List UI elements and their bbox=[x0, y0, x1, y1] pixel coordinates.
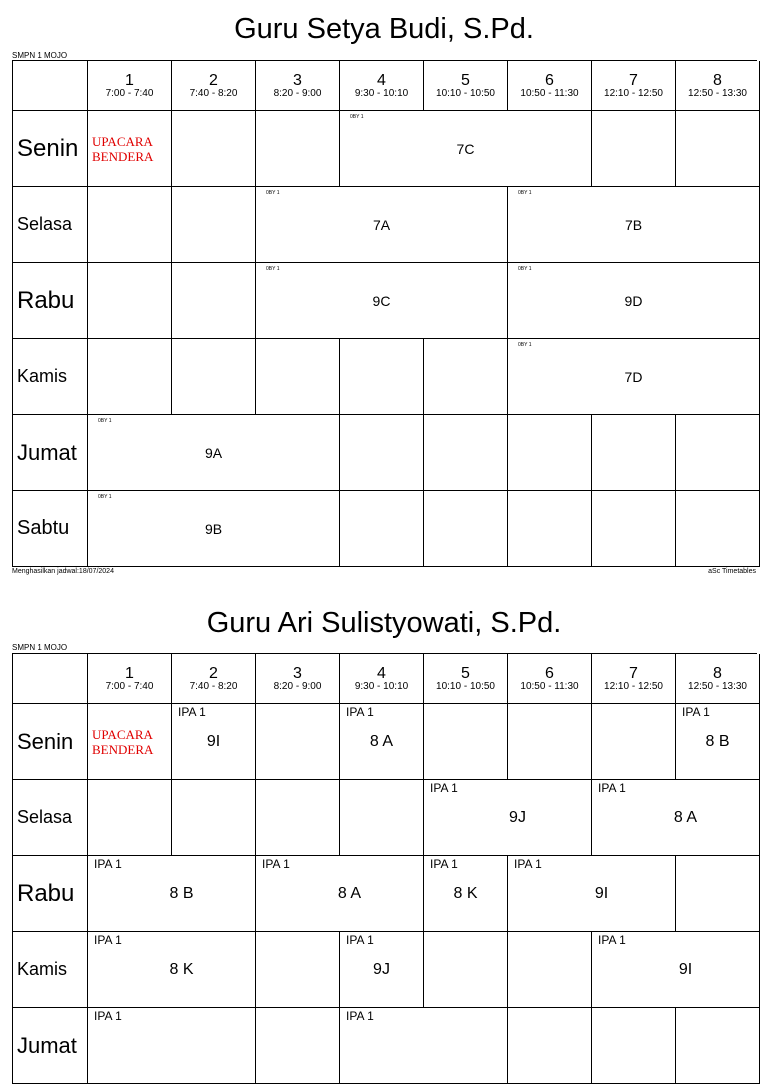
empty-slot bbox=[256, 780, 340, 856]
period-time: 12:10 - 12:50 bbox=[604, 681, 663, 692]
lesson-cell[interactable] bbox=[340, 1008, 508, 1084]
subject-code: IPA 1 bbox=[430, 857, 458, 871]
period-number: 5 bbox=[461, 665, 470, 682]
period-time: 8:20 - 9:00 bbox=[273, 681, 322, 692]
school-name: SMPN 1 MOJO bbox=[12, 51, 68, 60]
period-number: 7 bbox=[629, 665, 638, 682]
subject-code: 0BY 1 bbox=[266, 190, 280, 196]
empty-slot bbox=[592, 704, 676, 780]
class-name: 8 A bbox=[673, 808, 698, 826]
subject-code: 0BY 1 bbox=[518, 342, 532, 348]
subject-code: IPA 1 bbox=[514, 857, 542, 871]
lesson-cell[interactable] bbox=[88, 1008, 256, 1084]
empty-slot bbox=[592, 491, 676, 567]
period-number: 7 bbox=[629, 72, 638, 89]
period-time: 9:30 - 10:10 bbox=[354, 681, 409, 692]
empty-slot bbox=[172, 339, 256, 415]
period-number: 8 bbox=[713, 665, 722, 682]
subject-code: 0BY 1 bbox=[98, 494, 112, 500]
empty-slot bbox=[508, 491, 592, 567]
subject-code: IPA 1 bbox=[94, 857, 122, 871]
period-time: 7:40 - 8:20 bbox=[189, 88, 238, 99]
class-name: 9I bbox=[678, 960, 693, 978]
period-time: 7:00 - 7:40 bbox=[105, 88, 154, 99]
class-name: 8 K bbox=[453, 884, 478, 902]
period-time: 10:10 - 10:50 bbox=[436, 88, 495, 99]
period-header bbox=[676, 654, 760, 704]
day-label: Senin bbox=[13, 704, 88, 780]
grid-corner bbox=[13, 61, 88, 111]
lesson-cell[interactable] bbox=[424, 780, 592, 856]
period-header bbox=[592, 654, 676, 704]
empty-slot bbox=[676, 856, 760, 932]
period-number: 2 bbox=[209, 665, 218, 682]
empty-slot bbox=[676, 111, 760, 187]
school-name: SMPN 1 MOJO bbox=[12, 643, 68, 652]
class-name: 7A bbox=[372, 216, 391, 233]
lesson-cell[interactable] bbox=[592, 932, 760, 1008]
lesson-cell[interactable] bbox=[88, 856, 256, 932]
period-header bbox=[256, 654, 340, 704]
period-header bbox=[256, 61, 340, 111]
empty-slot bbox=[508, 1008, 592, 1084]
period-time: 10:50 - 11:30 bbox=[520, 88, 579, 99]
empty-slot bbox=[676, 491, 760, 567]
empty-slot bbox=[424, 491, 508, 567]
subject-code: 0BY 1 bbox=[266, 266, 280, 272]
class-name: 9J bbox=[509, 808, 526, 826]
subject-code: IPA 1 bbox=[94, 933, 122, 947]
empty-slot bbox=[424, 932, 508, 1008]
period-number: 6 bbox=[545, 665, 554, 682]
subject-code: IPA 1 bbox=[346, 1009, 374, 1023]
class-name: 7B bbox=[624, 216, 643, 233]
empty-slot bbox=[256, 339, 340, 415]
subject-code: IPA 1 bbox=[346, 705, 374, 719]
class-name: 9J bbox=[373, 960, 390, 978]
period-time: 10:10 - 10:50 bbox=[436, 681, 495, 692]
period-number: 4 bbox=[377, 72, 386, 89]
lesson-cell[interactable] bbox=[676, 704, 760, 780]
lesson-cell[interactable] bbox=[340, 932, 424, 1008]
subject-code: IPA 1 bbox=[346, 933, 374, 947]
period-time: 7:40 - 8:20 bbox=[189, 681, 238, 692]
subject-code: 0BY 1 bbox=[98, 418, 112, 424]
period-header bbox=[88, 654, 172, 704]
day-label: Kamis bbox=[13, 339, 88, 415]
lesson-cell[interactable] bbox=[88, 932, 256, 1008]
day-label: Sabtu bbox=[13, 491, 88, 567]
period-header bbox=[172, 61, 256, 111]
ceremony-cell: UPACARA BENDERA bbox=[88, 704, 172, 780]
period-number: 6 bbox=[545, 72, 554, 89]
class-name: 9I bbox=[594, 884, 609, 902]
subject-code: IPA 1 bbox=[94, 1009, 122, 1023]
teacher-title: Guru Ari Sulistyowati, S.Pd. bbox=[206, 607, 562, 639]
day-label: Senin bbox=[13, 111, 88, 187]
day-label: Selasa bbox=[13, 187, 88, 263]
empty-slot bbox=[256, 704, 340, 780]
period-time: 7:00 - 7:40 bbox=[105, 681, 154, 692]
empty-slot bbox=[676, 1008, 760, 1084]
timetable-grid bbox=[12, 60, 757, 567]
empty-slot bbox=[256, 1008, 340, 1084]
empty-slot bbox=[508, 704, 592, 780]
empty-slot bbox=[592, 415, 676, 491]
ceremony-cell: UPACARA BENDERA bbox=[88, 111, 172, 187]
period-header bbox=[340, 654, 424, 704]
subject-code: IPA 1 bbox=[598, 933, 626, 947]
period-header bbox=[508, 61, 592, 111]
subject-code: IPA 1 bbox=[178, 705, 206, 719]
class-name: 7D bbox=[624, 368, 643, 385]
subject-code: IPA 1 bbox=[598, 781, 626, 795]
period-number: 1 bbox=[125, 72, 134, 89]
empty-slot bbox=[340, 780, 424, 856]
lesson-cell[interactable] bbox=[256, 263, 508, 339]
period-time: 9:30 - 10:10 bbox=[354, 88, 409, 99]
lesson-cell[interactable] bbox=[508, 339, 760, 415]
empty-slot bbox=[508, 415, 592, 491]
empty-slot bbox=[424, 704, 508, 780]
class-name: 8 A bbox=[337, 884, 362, 902]
class-name: 8 A bbox=[369, 732, 394, 750]
period-header bbox=[508, 654, 592, 704]
empty-slot bbox=[424, 415, 508, 491]
lesson-cell[interactable] bbox=[88, 415, 340, 491]
lesson-cell[interactable] bbox=[88, 491, 340, 567]
timetable-grid bbox=[12, 653, 757, 1084]
subject-code: IPA 1 bbox=[430, 781, 458, 795]
lesson-cell[interactable] bbox=[340, 111, 592, 187]
period-time: 12:50 - 13:30 bbox=[688, 88, 747, 99]
period-header bbox=[172, 654, 256, 704]
period-number: 3 bbox=[293, 72, 302, 89]
lesson-cell[interactable] bbox=[340, 704, 424, 780]
period-number: 8 bbox=[713, 72, 722, 89]
empty-slot bbox=[172, 187, 256, 263]
day-label: Jumat bbox=[13, 415, 88, 491]
day-label: Selasa bbox=[13, 780, 88, 856]
day-label: Kamis bbox=[13, 932, 88, 1008]
lesson-cell[interactable] bbox=[172, 704, 256, 780]
empty-slot bbox=[88, 339, 172, 415]
lesson-cell[interactable] bbox=[508, 856, 676, 932]
period-number: 1 bbox=[125, 665, 134, 682]
period-time: 10:50 - 11:30 bbox=[520, 681, 579, 692]
empty-slot bbox=[424, 339, 508, 415]
empty-slot bbox=[256, 932, 340, 1008]
period-time: 8:20 - 9:00 bbox=[273, 88, 322, 99]
lesson-cell[interactable] bbox=[256, 856, 424, 932]
empty-slot bbox=[88, 780, 172, 856]
period-number: 5 bbox=[461, 72, 470, 89]
day-label: Rabu bbox=[13, 263, 88, 339]
period-header bbox=[676, 61, 760, 111]
class-name: 9I bbox=[206, 732, 221, 750]
lesson-cell[interactable] bbox=[592, 780, 760, 856]
empty-slot bbox=[508, 932, 592, 1008]
period-header bbox=[592, 61, 676, 111]
lesson-cell[interactable] bbox=[508, 263, 760, 339]
class-name: 9C bbox=[372, 292, 391, 309]
day-label: Jumat bbox=[13, 1008, 88, 1084]
day-label: Rabu bbox=[13, 856, 88, 932]
class-name: 9B bbox=[204, 520, 223, 537]
period-number: 3 bbox=[293, 665, 302, 682]
empty-slot bbox=[88, 263, 172, 339]
empty-slot bbox=[256, 111, 340, 187]
empty-slot bbox=[172, 111, 256, 187]
class-name: 7C bbox=[456, 140, 475, 157]
class-name: 9D bbox=[624, 292, 643, 309]
empty-slot bbox=[172, 263, 256, 339]
period-header bbox=[424, 61, 508, 111]
class-name: 9A bbox=[204, 444, 223, 461]
period-time: 12:50 - 13:30 bbox=[688, 681, 747, 692]
empty-slot bbox=[676, 415, 760, 491]
teacher-title: Guru Setya Budi, S.Pd. bbox=[234, 13, 534, 45]
subject-code: 0BY 1 bbox=[518, 266, 532, 272]
period-header bbox=[88, 61, 172, 111]
subject-code: IPA 1 bbox=[682, 705, 710, 719]
period-number: 2 bbox=[209, 72, 218, 89]
period-header bbox=[424, 654, 508, 704]
class-name: 8 B bbox=[169, 884, 194, 902]
lesson-cell[interactable] bbox=[508, 187, 760, 263]
ascTimetables-brand: aSc Timetables bbox=[708, 568, 756, 575]
empty-slot bbox=[340, 491, 424, 567]
lesson-cell[interactable] bbox=[424, 856, 508, 932]
empty-slot bbox=[340, 415, 424, 491]
empty-slot bbox=[592, 1008, 676, 1084]
empty-slot bbox=[340, 339, 424, 415]
subject-code: IPA 1 bbox=[262, 857, 290, 871]
lesson-cell[interactable] bbox=[256, 187, 508, 263]
period-number: 4 bbox=[377, 665, 386, 682]
empty-slot bbox=[592, 111, 676, 187]
generated-date: Menghasilkan jadwal:18/07/2024 bbox=[12, 568, 114, 575]
period-time: 12:10 - 12:50 bbox=[604, 88, 663, 99]
subject-code: 0BY 1 bbox=[350, 114, 364, 120]
empty-slot bbox=[172, 780, 256, 856]
period-header bbox=[340, 61, 424, 111]
empty-slot bbox=[88, 187, 172, 263]
grid-corner bbox=[13, 654, 88, 704]
subject-code: 0BY 1 bbox=[518, 190, 532, 196]
class-name: 8 K bbox=[169, 960, 194, 978]
class-name: 8 B bbox=[705, 732, 730, 750]
